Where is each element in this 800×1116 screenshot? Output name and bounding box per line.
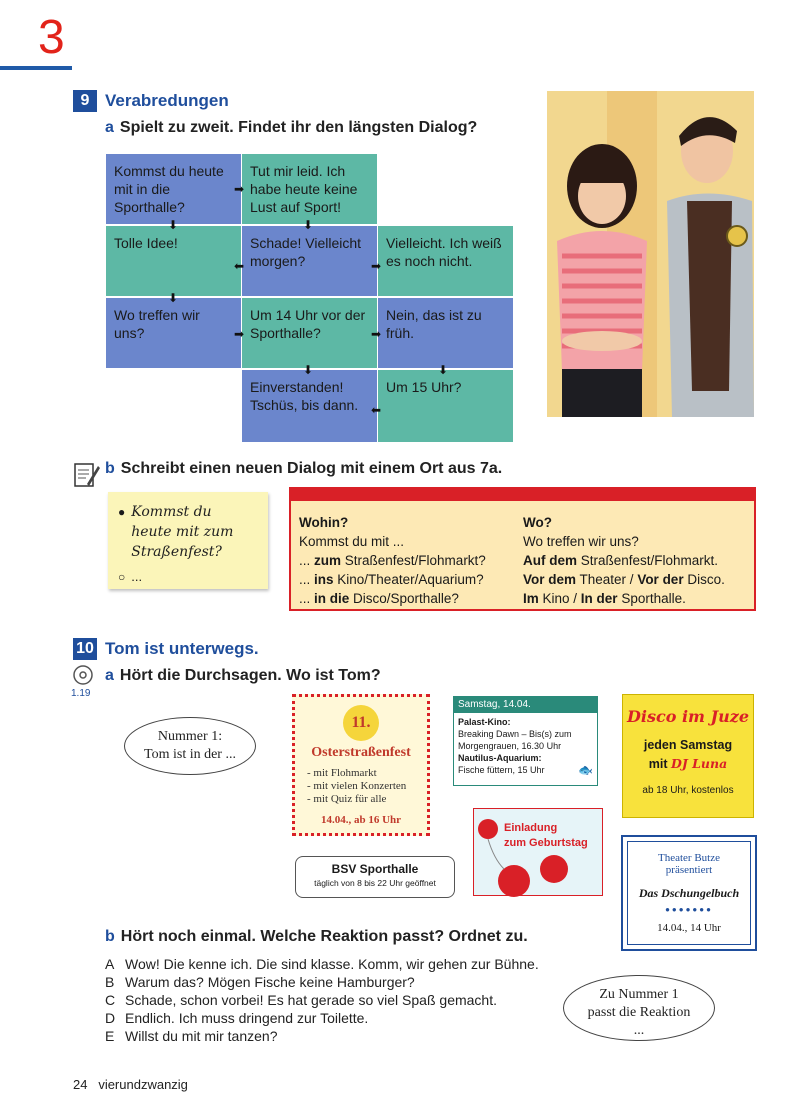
- dialog-cell: Tut mir leid. Ich habe heute keine Lust auf Sport!: [242, 154, 377, 224]
- disco-title: Disco im Juze: [627, 707, 749, 726]
- invitation-text: [504, 821, 588, 851]
- reaction-item: B Warum das? Mögen Fische keine Hamburger?: [105, 974, 415, 990]
- info-right-line: Auf dem Straßenfest/Flohmarkt.: [523, 553, 719, 568]
- info-right-line: Wo treffen wir uns?: [523, 534, 639, 549]
- ad-disco: [622, 694, 754, 818]
- bubble-1-line-2: Tom ist in der ...: [144, 747, 236, 762]
- info-left-heading: Wohin?: [299, 515, 349, 530]
- arrow-down-icon: ⬇: [168, 218, 179, 232]
- reaction-item: A Wow! Die kenne ich. Die sind klasse. Komm, wir gehen zur Bühne.: [105, 956, 539, 972]
- exercise-10a-text: Hört die Durchsagen. Wo ist Tom?: [119, 667, 381, 684]
- note-line-1: Kommst du heute mit zum Straßenfest?: [131, 504, 234, 560]
- theater-line-1: Theater Butze: [658, 852, 720, 864]
- disco-line-1: jeden Samstag: [643, 738, 733, 752]
- info-left-column: [299, 513, 486, 608]
- dialog-cell: Nein, das ist zu früh.: [378, 298, 513, 368]
- exercise-9a-instruction: [105, 119, 477, 137]
- page-footer: [73, 1077, 188, 1092]
- arrow-left-icon: ⬅: [371, 403, 382, 417]
- dialog-cell: Wo treffen wir uns?: [106, 298, 241, 368]
- exercise-10a-instruction: [105, 667, 381, 685]
- info-right-line: Im Kino / In der Sporthalle.: [523, 591, 686, 606]
- exercise-10-title: Tom ist unterwegs.: [105, 639, 259, 658]
- arrow-right-icon: ➡: [371, 259, 382, 273]
- exercise-9-number: 9: [73, 90, 97, 112]
- reaction-item: E Willst du mit mir tanzen?: [105, 1028, 278, 1044]
- disco-line-3: ab 18 Uhr, kostenlos: [642, 785, 734, 796]
- exercise-10b-letter: b: [105, 928, 115, 945]
- writing-icon: [73, 460, 101, 490]
- audio-track-number: 1.19: [71, 688, 91, 699]
- bullet-empty-icon: ○: [118, 570, 126, 584]
- speech-bubble-1: [124, 717, 256, 775]
- arrow-right-icon: ➡: [234, 182, 245, 196]
- note-line-2: ...: [131, 569, 143, 584]
- invitation-line-1: Einladung: [504, 822, 558, 834]
- theater-date: 14.04., 14 Uhr: [657, 922, 721, 934]
- exercise-9b-letter: b: [105, 460, 115, 477]
- page-number: 24: [73, 1077, 88, 1092]
- exercise-9b-text: Schreibt einen neuen Dialog mit einem Ort aus 7a.: [120, 460, 503, 477]
- dialog-cell: Um 15 Uhr?: [378, 370, 513, 442]
- sporthalle-title: BSV Sporthalle: [331, 862, 419, 876]
- info-right-line: Vor dem Theater / Vor der Disco.: [523, 572, 725, 587]
- exercise-10b-instruction: [105, 928, 528, 946]
- dialog-cell: Kommst du heute mit in die Sporthalle?: [106, 154, 241, 224]
- theater-line-2: präsentiert: [665, 864, 713, 876]
- dialog-cell: Vielleicht. Ich weiß es noch nicht.: [378, 226, 513, 296]
- fest-title: Osterstraßenfest: [311, 745, 411, 760]
- arrow-right-icon: ➡: [234, 327, 245, 341]
- exercise-10b-text: Hört noch einmal. Welche Reaktion passt? Ordnet zu.: [120, 928, 528, 945]
- page-number-word: vierundzwanzig: [98, 1077, 188, 1092]
- program-kino-text: Breaking Dawn – Bis(s) zum Morgengrauen, 16.30 Uhr: [458, 729, 572, 751]
- bullet-filled-icon: ●: [118, 505, 126, 519]
- program-aquarium-text: Fische füttern, 15 Uhr: [458, 765, 545, 775]
- arrow-right-icon: ➡: [371, 327, 382, 341]
- dialog-cell: Schade! Vielleicht morgen?: [242, 226, 377, 296]
- info-right-column: [523, 513, 725, 608]
- exercise-10a-letter: a: [105, 667, 114, 684]
- sporthalle-hours: täglich von 8 bis 22 Uhr geöffnet: [314, 878, 436, 888]
- bubble-2-line-1: Zu Nummer 1: [599, 987, 679, 1002]
- arrow-down-icon: ⬇: [438, 363, 449, 377]
- fish-icon: 🐟: [578, 763, 593, 777]
- exercise-9a-letter: a: [105, 119, 114, 136]
- fest-item: - mit vielen Konzerten: [307, 780, 407, 792]
- invitation-line-2: zum Geburtstag: [504, 837, 588, 849]
- ad-birthday-invitation: [473, 808, 603, 896]
- program-header: Samstag, 14.04.: [454, 697, 597, 713]
- exercise-9a-text: Spielt zu zweit. Findet ihr den längsten Dialog?: [119, 119, 478, 136]
- ad-sporthalle: [295, 856, 455, 898]
- arrow-down-icon: ⬇: [168, 291, 179, 305]
- reaction-item: C Schade, schon vorbei! Es hat gerade so viel Spaß gemacht.: [105, 992, 497, 1008]
- theater-title: Das Dschungelbuch: [638, 886, 740, 900]
- fest-item: - mit Flohmarkt: [307, 767, 377, 779]
- dialog-cell: Einverstanden! Tschüs, bis dann.: [242, 370, 377, 442]
- disco-line-2: mit: [648, 757, 668, 771]
- exercise-10-number: 10: [73, 638, 97, 660]
- fest-number-badge: 11.: [343, 705, 379, 741]
- dialog-cell: Um 14 Uhr vor der Sporthalle?: [242, 298, 377, 368]
- speech-bubble-2: [563, 975, 715, 1041]
- program-aquarium-title: Nautilus-Aquarium:: [458, 753, 542, 763]
- reactions-list: [105, 955, 539, 1045]
- reaction-item: D Endlich. Ich muss dringend zur Toilette.: [105, 1010, 369, 1026]
- grammar-info-box: [289, 487, 756, 611]
- info-right-heading: Wo?: [523, 515, 552, 530]
- info-left-line: ... ins Kino/Theater/Aquarium?: [299, 572, 484, 587]
- ad-osterstrassenfest: [292, 694, 430, 836]
- exercise-9b-instruction: [105, 460, 502, 478]
- bubble-1-line-1: Nummer 1:: [157, 729, 223, 744]
- arrow-down-icon: ⬇: [303, 363, 314, 377]
- chapter-underline: [0, 66, 72, 70]
- fest-item: - mit Quiz für alle: [307, 793, 387, 805]
- program-kino-title: Palast-Kino:: [458, 717, 511, 727]
- bubble-2-line-3: ...: [633, 1023, 645, 1038]
- theater-dots: ●●●●●●●: [665, 905, 713, 914]
- exercise-9-title: Verabredungen: [105, 91, 229, 110]
- info-left-line: ... zum Straßenfest/Flohmarkt?: [299, 553, 486, 568]
- fest-date: 14.04., ab 16 Uhr: [320, 814, 402, 826]
- teenagers-photo: [547, 91, 754, 417]
- info-left-line: Kommst du mit ...: [299, 534, 405, 549]
- info-left-line: ... in die Disco/Sporthalle?: [299, 591, 459, 606]
- audio-cd-icon: [72, 664, 94, 686]
- dialog-cell: Tolle Idee!: [106, 226, 241, 296]
- sticky-note: [108, 492, 268, 589]
- ad-program: [453, 696, 598, 786]
- ad-theater: [621, 835, 757, 951]
- bubble-2-line-2: passt die Reaktion: [587, 1005, 691, 1020]
- arrow-down-icon: ⬇: [303, 218, 314, 232]
- arrow-left-icon: ⬅: [234, 259, 245, 273]
- chapter-number: 3: [38, 11, 65, 64]
- disco-dj: DJ Luna: [671, 756, 728, 771]
